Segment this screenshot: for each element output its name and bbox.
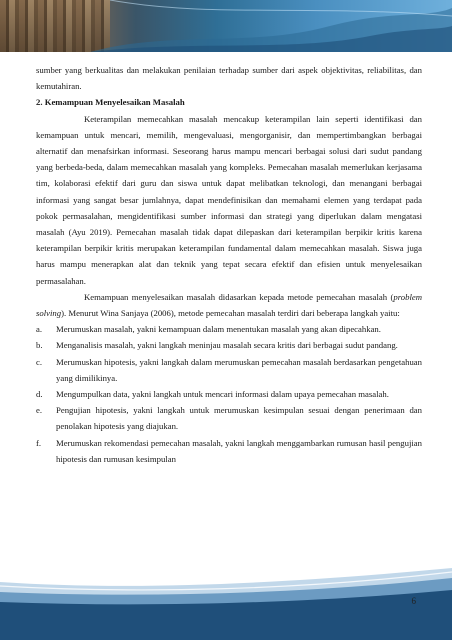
header-banner <box>0 0 452 52</box>
list-marker: a. <box>36 324 43 335</box>
paragraph-2 <box>36 289 422 321</box>
section-heading: 2. Kemampuan Menyelesaikan Masalah <box>36 97 185 108</box>
list-item <box>36 435 422 467</box>
list-item-text: Merumuskan rekomendasi pemecahan masalah, yakni langkah menggambarkan rumusan hasil pengujian hipotesis dan rumusan kesimpulan <box>56 437 422 464</box>
list-marker: b. <box>36 340 43 351</box>
list-item <box>36 386 422 402</box>
list-item <box>36 402 422 434</box>
paragraph-2-part-b: ). Menurut Wina Sanjaya (2006), metode pemecahan masalah terdiri dari beberapa langkah yaitu: <box>61 308 400 319</box>
paragraph-2-italic: problem solving <box>36 291 422 319</box>
steps-list <box>36 321 422 467</box>
list-item-text: Pengujian hipotesis, yakni langkah untuk merumuskan kesimpulan sesuai dengan penerimaan dan penolakan hipotesis yang diajukan. <box>56 405 422 432</box>
header-wave-graphic <box>90 0 452 52</box>
list-item-text: Menganalisis masalah, yakni langkah meninjau masalah secara kritis dari berbagai sudut pandang. <box>56 340 398 351</box>
list-item <box>36 337 422 353</box>
list-marker: d. <box>36 389 43 400</box>
paragraph-2-part-a: Kemampuan menyelesaikan masalah didasarkan kepada metode pemecahan masalah ( <box>84 291 394 302</box>
list-marker: f. <box>36 437 42 448</box>
list-marker: c. <box>36 356 43 367</box>
list-marker: e. <box>36 405 43 416</box>
document-body <box>36 62 422 467</box>
list-item-text: Merumuskan hipotesis, yakni langkah dalam merumuskan pemecahan masalah berdasarkan pengetahuan yang dimilikinya. <box>56 356 422 383</box>
page-number: 6 <box>411 596 416 606</box>
paragraph-1: Keterampilan memecahkan masalah mencakup keterampilan lain seperti identifikasi dan kemampuan untuk mencari, memilih, mengevaluasi, mengorganisir, dan mempertimbangkan berbagai alternatif dan menafsirkan informasi. Seseorang harus mampu mencari berbagai solusi dari sudut pandang yang berbeda-beda, dalam memecahkan masalah yang kompleks. Pemecahan masalah memerlukan kerjasama tim, kolaborasi efektif dari guru dan siswa untuk dapat melibatkan teknologi, dan menangani berbagai informasi yang sangat besar jumlahnya, dapat mendefinisikan dan memahami elemen yang terdapat pada pokok permasalahan, mengidentifikasi sumber informasi dan strategi yang diperlukan dalam mengatasi masalah (Ayu 2019). Pemecahan masalah tidak dapat dilepaskan dari keterampilan berpikir kritis karena keterampilan berpikir kritis merupakan keterampilan fundamental dalam memecahkan masalah. Siswa juga harus mampu menerapkan alat dan teknik yang tepat secara efektif dan efisien untuk menyelesaikan permasalahan. <box>36 113 422 286</box>
footer-wave-graphic <box>0 568 452 640</box>
list-item <box>36 354 422 386</box>
list-item-text: Merumuskan masalah, yakni kemampuan dalam menentukan masalah yang akan dipecahkan. <box>56 324 381 335</box>
list-item <box>36 321 422 337</box>
intro-paragraph: sumber yang berkualitas dan melakukan penilaian terhadap sumber dari aspek objektivitas, reliabilitas, dan kemutahiran. <box>36 65 422 92</box>
list-item-text: Mengumpulkan data, yakni langkah untuk mencari informasi dalam upaya pemecahan masalah. <box>56 389 389 400</box>
